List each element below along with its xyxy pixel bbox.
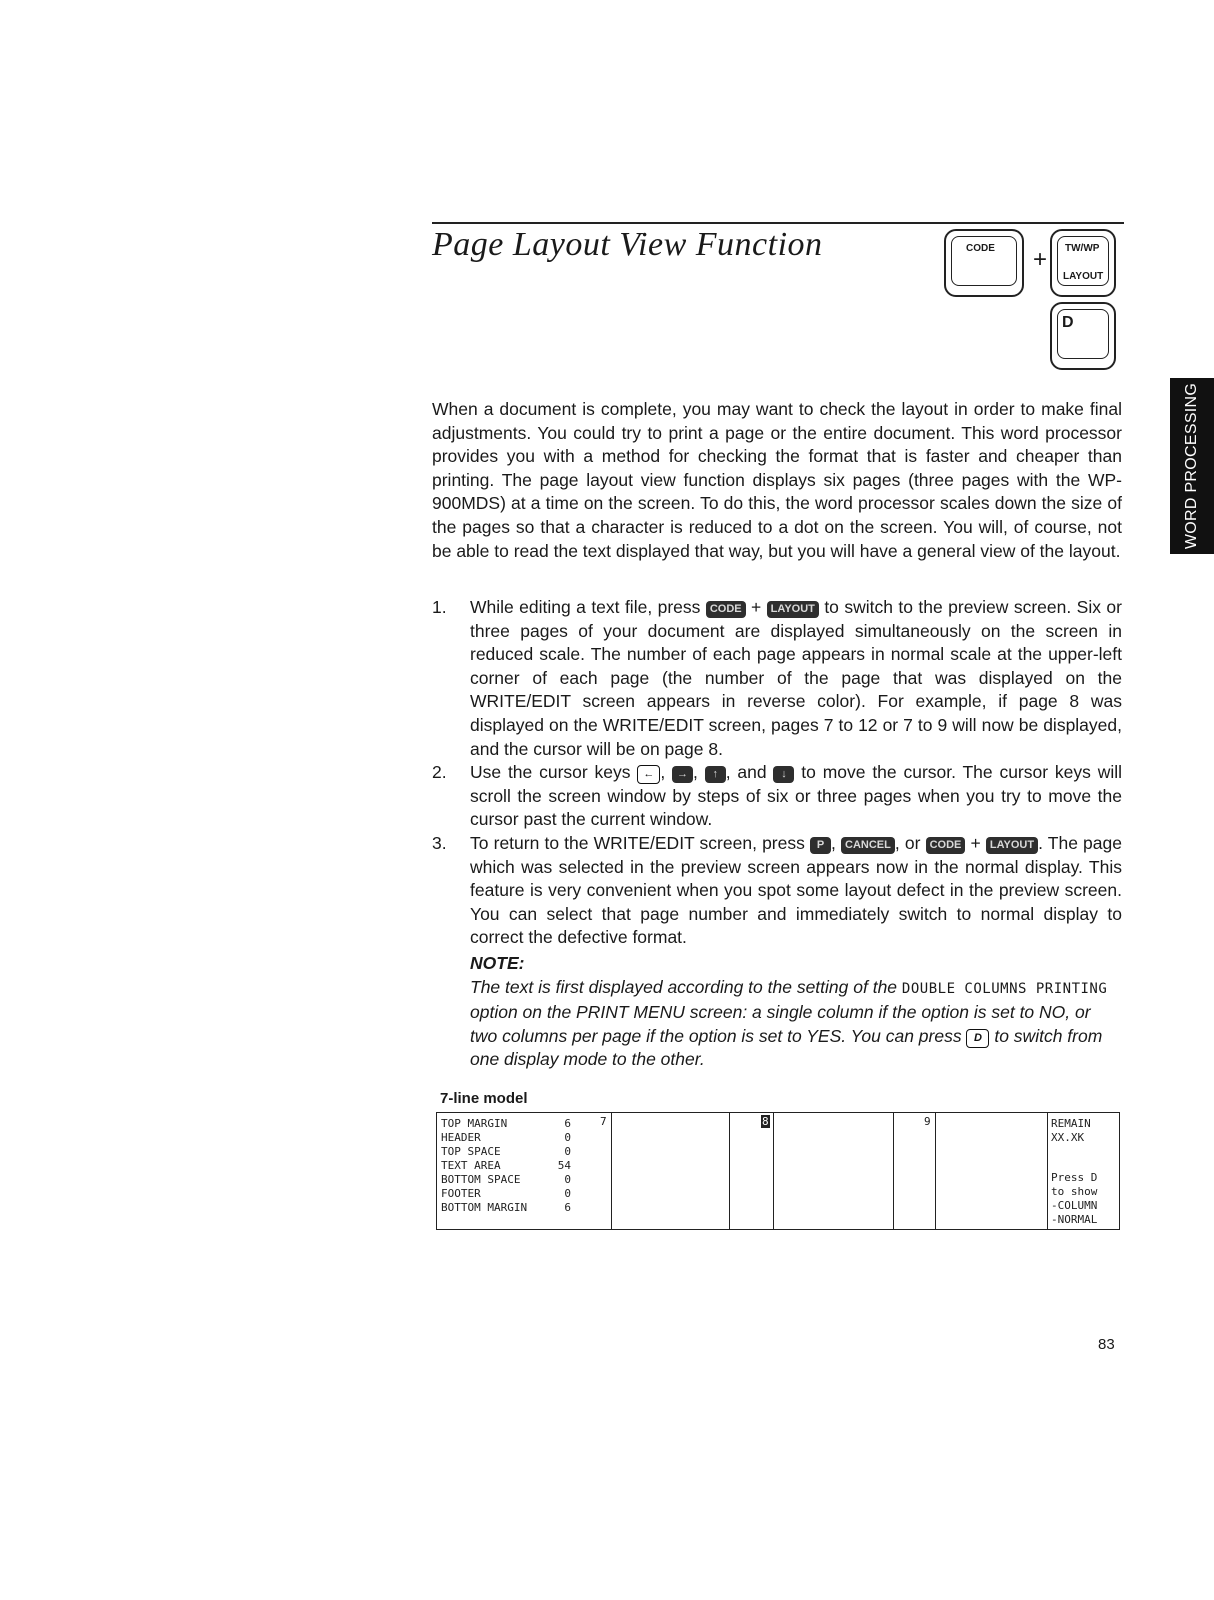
- page-divider: [611, 1113, 612, 1229]
- current-page-number-label: 8: [762, 1115, 769, 1128]
- status-row: HEADER 0: [441, 1131, 571, 1144]
- step-1-text: While editing a text file, press: [470, 597, 701, 617]
- step-3: [432, 832, 1122, 950]
- plus-text: +: [751, 597, 762, 617]
- step-2: [432, 761, 1122, 832]
- page-divider: [1047, 1113, 1048, 1229]
- steps-list: [432, 596, 1122, 950]
- layout-key-icon: LAYOUT: [767, 601, 819, 618]
- or-text: , or: [894, 832, 921, 853]
- comma: ,: [660, 762, 666, 783]
- status-row: TOP SPACE 0: [441, 1145, 571, 1158]
- code-key-label: CODE: [966, 243, 995, 254]
- model-label: 7-line model: [440, 1090, 528, 1107]
- step-1-text-cont: to switch to the preview screen. Six or three pages of your document are displayed simultaneously on the screen in reduced scale. The number of each page appears in normal scale at the upper-left corner of each page (the number of the page that was displayed on the WRITE/EDIT screen appears in reverse color). For example, if page 8 was displayed on the WRITE/EDIT screen, pages 7 to 12 or 7 to 9 will now be displayed, and the cursor will be on page 8.: [470, 597, 1122, 759]
- code-key-icon: [944, 229, 1024, 297]
- page-number: 83: [1098, 1336, 1115, 1353]
- page-title: Page Layout View Function: [432, 226, 823, 263]
- section-tab-label: WORD PROCESSING: [1183, 382, 1200, 550]
- page-divider: [773, 1113, 774, 1229]
- cursor-down-key-icon: ↓: [773, 766, 794, 783]
- status-row: TOP MARGIN 6: [441, 1117, 571, 1130]
- page-number-label: 9: [924, 1115, 931, 1128]
- note-block: [470, 952, 1122, 1072]
- step-3-text-cont: . The page which was selected in the preview screen appears now in the normal display. This feature is very convenient when you spot some layout defect in the preview screen. You can select that page number and immediately switch to normal display to correct the defective format.: [470, 832, 1122, 948]
- code-key-icon: CODE: [706, 601, 746, 618]
- page-divider: [729, 1113, 730, 1229]
- cancel-key-icon: CANCEL: [841, 837, 895, 854]
- note-body: [470, 976, 1122, 1072]
- step-2-text-cont: to move the cursor. The cursor keys will scroll the screen window by steps of six or three pages when you try to move the cursor past the current window.: [470, 762, 1122, 830]
- note-text-cont: option on the PRINT MENU screen: a single column if the option is set to NO, or two columns per page if the option is set to YES. You can press: [470, 1002, 1091, 1046]
- note-heading: NOTE:: [470, 953, 525, 973]
- layout-status-list: [441, 1117, 571, 1215]
- layout-key-icon: LAYOUT: [986, 837, 1038, 854]
- comma: ,: [693, 762, 698, 783]
- page-divider: [935, 1113, 936, 1229]
- plus-text: +: [970, 832, 981, 853]
- remain-indicator: REMAIN XX.XK: [1051, 1117, 1091, 1144]
- comma: ,: [831, 832, 836, 853]
- note-text: The text is first displayed according to the setting of the: [470, 976, 898, 997]
- note-text-end: to switch from one display mode to the other.: [470, 1025, 1103, 1070]
- page-divider: [893, 1113, 894, 1229]
- cursor-left-key-icon: ←: [637, 765, 660, 784]
- step-2-text: Use the cursor keys: [470, 762, 631, 783]
- step-number: 1.: [432, 597, 447, 617]
- plus-sign: +: [1033, 246, 1048, 273]
- press-d-hint: Press D to show -COLUMN -NORMAL: [1051, 1171, 1098, 1226]
- intro-paragraph: When a document is complete, you may want to check the layout in order to make final adjustments. You could try to print a page or the entire document. This word processor provides you with a method for checking the format that is faster and cheaper than printing. The page layout view function displays six pages (three pages with the WP-900MDS) at a time on the screen. To do this, the word processor scales down the size of the pages so that a character is reduced to a dot on the screen. You will, of course, not be able to read the text displayed that way, but you will have a general view of the layout.: [432, 399, 1122, 561]
- preview-screen-example: [436, 1112, 1120, 1230]
- status-row: BOTTOM MARGIN 6: [441, 1201, 571, 1214]
- layout-key-icon: [1050, 229, 1116, 297]
- d-key-icon: D: [966, 1029, 989, 1048]
- step-number: 3.: [432, 832, 447, 853]
- and-text: , and: [725, 762, 767, 783]
- cursor-up-key-icon: ↑: [705, 766, 726, 783]
- step-1: [432, 596, 1122, 761]
- p-key-icon: P: [810, 837, 831, 854]
- d-key-label: D: [1062, 314, 1074, 331]
- page-number-label: 7: [600, 1115, 607, 1128]
- code-key-icon: CODE: [926, 837, 966, 854]
- step-number: 2.: [432, 762, 447, 783]
- status-row: BOTTOM SPACE 0: [441, 1173, 571, 1186]
- title-rule: [432, 222, 1124, 224]
- d-key-icon: [1050, 302, 1116, 370]
- step-3-text: To return to the WRITE/EDIT screen, press: [470, 832, 805, 853]
- twwp-key-label: TW/WP: [1065, 243, 1100, 254]
- status-row: FOOTER 0: [441, 1187, 571, 1200]
- cursor-right-key-icon: →: [672, 766, 693, 783]
- section-tab: [1170, 378, 1214, 554]
- layout-key-label: LAYOUT: [1063, 271, 1104, 282]
- status-row: TEXT AREA 54: [441, 1159, 571, 1172]
- note-option-name: DOUBLE COLUMNS PRINTING: [901, 980, 1108, 997]
